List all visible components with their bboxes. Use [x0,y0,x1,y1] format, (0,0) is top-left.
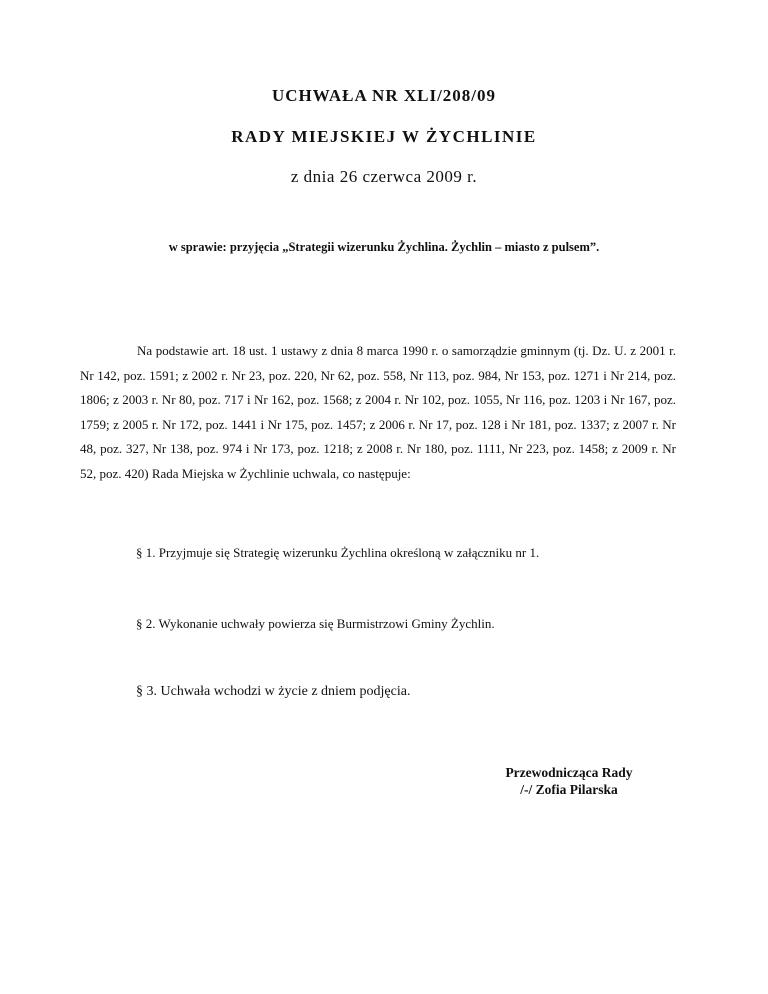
resolution-number: UCHWAŁA NR XLI/208/09 [271,86,497,105]
paragraph-1: § 1. Przyjmuje się Strategię wizerunku Żychlina określoną w załączniku nr 1. [136,545,540,560]
signature-name: /-/ Zofia Pilarska [520,782,618,797]
council-name: RADY MIEJSKIEJ W ŻYCHLINIE [231,127,537,146]
legal-basis-paragraph: Na podstawie art. 18 ust. 1 ustawy z dnia 8 marca 1990 r. o samorządzie gminnym (tj. Dz. U. z 2001 r. Nr 142, poz. 1591; z 2002 r. Nr 23, poz. 220, Nr 62, poz. 558, Nr 113, poz. 984, Nr 153, poz. 1271 i Nr 214, poz. 1806; z 2003 r. Nr 80, poz. 717 i Nr 162, poz. 1568; z 2004 r. Nr 102, poz. 1055, Nr 116, poz. 1203 i Nr 167, poz. 1759; z 2005 r. Nr 172, poz. 1441 i Nr 175, poz. 1457; z 2006 r. Nr 17, poz. 128 i Nr 181, poz. 1337; z 2007 r. Nr 48, poz. 327, Nr 138, poz. 974 i Nr 173, poz. 1218; z 2008 r. Nr 180, poz. 1111, Nr 223, poz. 1458; z 2009 r. Nr 52, poz. 420) Rada Miejska w Żychlinie uchwala, co następuje: [80,343,676,481]
paragraph-2: § 2. Wykonanie uchwały powierza się Burmistrzowi Gminy Żychlin. [136,616,495,631]
paragraph-3: § 3. Uchwała wchodzi w życie z dniem podjęcia. [136,684,411,699]
signature-role: Przewodnicząca Rady [505,765,633,780]
resolution-subject: w sprawie: przyjęcia „Strategii wizerunku Żychlina. Żychlin – miasto z pulsem”. [168,240,600,254]
resolution-date: z dnia 26 czerwca 2009 r. [290,167,478,186]
